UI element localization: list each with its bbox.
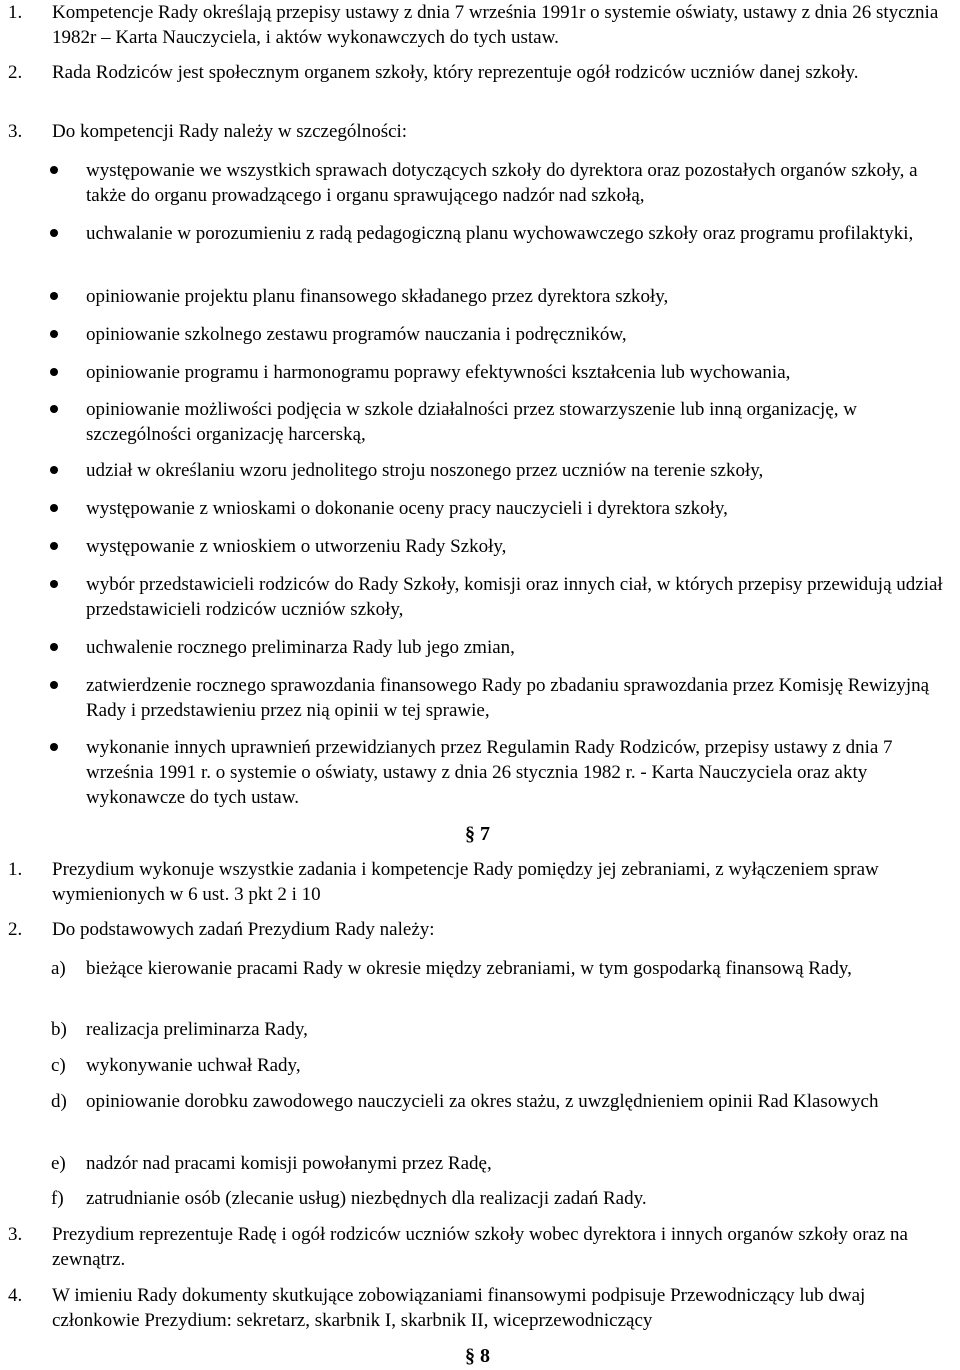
bullet-item xyxy=(50,496,955,521)
bullet-icon xyxy=(50,681,58,689)
bullet-item xyxy=(50,360,955,385)
bullet-text: uchwalanie w porozumieniu z radą pedagogiczną planu wychowawczego szkoły oraz programu profilaktyki, xyxy=(86,223,914,244)
item-letter: d) xyxy=(51,1091,67,1112)
item-text: bieżące kierowanie pracami Rady w okresie między zebraniami, w tym gospodarką finansową Rady, xyxy=(86,958,852,979)
bullet-item xyxy=(50,458,955,483)
bullet-item xyxy=(50,221,955,246)
item-text: Do kompetencji Rady należy w szczególności: xyxy=(52,121,408,142)
item-number: 3. xyxy=(8,121,23,142)
bullet-item xyxy=(50,735,955,810)
item-text: opiniowanie dorobku zawodowego nauczycieli za okres stażu, z uwzględnieniem opinii Rad Klasowych xyxy=(86,1091,879,1112)
list-item xyxy=(8,60,954,85)
bullet-item xyxy=(50,673,955,723)
bullet-icon xyxy=(50,743,58,751)
item-text: Rada Rodziców jest społecznym organem szkoły, który reprezentuje ogół rodziców uczniów danej szkoły. xyxy=(52,62,859,83)
bullet-text: występowanie z wnioskiem o utworzeniu Rady Szkoły, xyxy=(86,536,507,557)
item-number: 1. xyxy=(8,859,23,880)
list-item xyxy=(8,1283,954,1333)
list-item xyxy=(8,1222,954,1272)
item-number: 2. xyxy=(8,919,23,940)
bullet-icon xyxy=(50,330,58,338)
bullet-item xyxy=(50,284,955,309)
bullet-text: występowanie we wszystkich sprawach dotyczących szkoły do dyrektora oraz pozostałych organów szkoły, a także do organu prowadzącego i organu sprawującego nadzór nad szkołą, xyxy=(86,160,918,206)
bullet-text: opiniowanie programu i harmonogramu poprawy efektywności kształcenia lub wychowania, xyxy=(86,362,791,383)
bullet-icon xyxy=(50,368,58,376)
bullet-text: wykonanie innych uprawnień przewidzianych przez Regulamin Rady Rodziców, przepisy ustawy z dnia 7 września 1991 r. o systemie o oświaty, ustawy z dnia 26 stycznia 1982 r. - Karta Nauczyciela oraz akty wykonawcze do tych ustaw. xyxy=(86,737,893,808)
bullet-icon xyxy=(50,580,58,588)
item-text: realizacja preliminarza Rady, xyxy=(86,1019,308,1040)
lettered-item xyxy=(51,1053,931,1078)
bullet-icon xyxy=(50,166,58,174)
bullet-item xyxy=(50,322,955,347)
bullet-icon xyxy=(50,292,58,300)
bullet-icon xyxy=(50,405,58,413)
item-text: Do podstawowych zadań Prezydium Rady należy: xyxy=(52,919,435,940)
section-heading: § 7 xyxy=(465,823,490,845)
item-letter: a) xyxy=(51,958,66,979)
lettered-item xyxy=(51,956,931,981)
bullet-item xyxy=(50,635,955,660)
section-heading: § 8 xyxy=(465,1345,490,1367)
bullet-item xyxy=(50,534,955,559)
item-text: wykonywanie uchwał Rady, xyxy=(86,1055,301,1076)
lettered-item xyxy=(51,1017,931,1042)
bullet-icon xyxy=(50,466,58,474)
bullet-text: występowanie z wnioskami o dokonanie oceny pracy nauczycieli i dyrektora szkoły, xyxy=(86,498,728,519)
item-number: 3. xyxy=(8,1224,23,1245)
item-number: 4. xyxy=(8,1285,23,1306)
bullet-icon xyxy=(50,229,58,237)
item-number: 1. xyxy=(8,2,23,23)
bullet-text: opiniowanie możliwości podjęcia w szkole działalności przez stowarzyszenie lub inną organizację, w szczególności organizację harcerską, xyxy=(86,399,857,445)
bullet-text: uchwalenie rocznego preliminarza Rady lub jego zmian, xyxy=(86,637,515,658)
list-item xyxy=(8,119,954,144)
bullet-icon xyxy=(50,504,58,512)
item-text: Kompetencje Rady określają przepisy ustawy z dnia 7 września 1991r o systemie oświaty, ustawy z dnia 26 stycznia 1982r – Karta Nauczyciela, i aktów wykonawczych do tych ustaw. xyxy=(52,2,939,48)
list-item xyxy=(8,0,954,50)
list-item xyxy=(8,857,954,907)
bullet-text: opiniowanie szkolnego zestawu programów nauczania i podręczników, xyxy=(86,324,627,345)
list-item xyxy=(8,917,954,942)
bullet-text: zatwierdzenie rocznego sprawozdania finansowego Rady po zbadaniu sprawozdania przez Komisję Rewizyjną Rady i przedstawieniu przez nią opinii w tej sprawie, xyxy=(86,675,930,721)
item-letter: b) xyxy=(51,1019,67,1040)
item-text: Prezydium reprezentuje Radę i ogół rodziców uczniów szkoły wobec dyrektora i innych organów szkoły oraz na zewnątrz. xyxy=(52,1224,908,1270)
item-text: zatrudnianie osób (zlecanie usług) niezbędnych dla realizacji zadań Rady. xyxy=(86,1188,647,1209)
bullet-text: udział w określaniu wzoru jednolitego stroju noszonego przez uczniów na terenie szkoły, xyxy=(86,460,764,481)
bullet-text: wybór przedstawicieli rodziców do Rady Szkoły, komisji oraz innych ciał, w których przepisy przewidują udział przedstawicieli rodziców uczniów szkoły, xyxy=(86,574,943,620)
bullet-text: opiniowanie projektu planu finansowego składanego przez dyrektora szkoły, xyxy=(86,286,669,307)
lettered-item xyxy=(51,1151,931,1176)
lettered-item xyxy=(51,1186,931,1211)
bullet-item xyxy=(50,572,955,622)
lettered-item xyxy=(51,1089,931,1114)
item-text: Prezydium wykonuje wszystkie zadania i kompetencje Rady pomiędzy jej zebraniami, z wyłączeniem spraw wymienionych w 6 ust. 3 pkt 2 i 10 xyxy=(52,859,879,905)
bullet-item xyxy=(50,397,955,447)
bullet-icon xyxy=(50,643,58,651)
bullet-item xyxy=(50,158,955,208)
item-letter: c) xyxy=(51,1055,66,1076)
item-letter: e) xyxy=(51,1153,66,1174)
item-text: W imieniu Rady dokumenty skutkujące zobowiązaniami finansowymi podpisuje Przewodniczący lub dwaj członkowie Prezydium: sekretarz, skarbnik I, skarbnik II, wiceprzewodniczący xyxy=(52,1285,866,1331)
item-letter: f) xyxy=(51,1188,64,1209)
item-number: 2. xyxy=(8,62,23,83)
bullet-icon xyxy=(50,542,58,550)
item-text: nadzór nad pracami komisji powołanymi przez Radę, xyxy=(86,1153,492,1174)
